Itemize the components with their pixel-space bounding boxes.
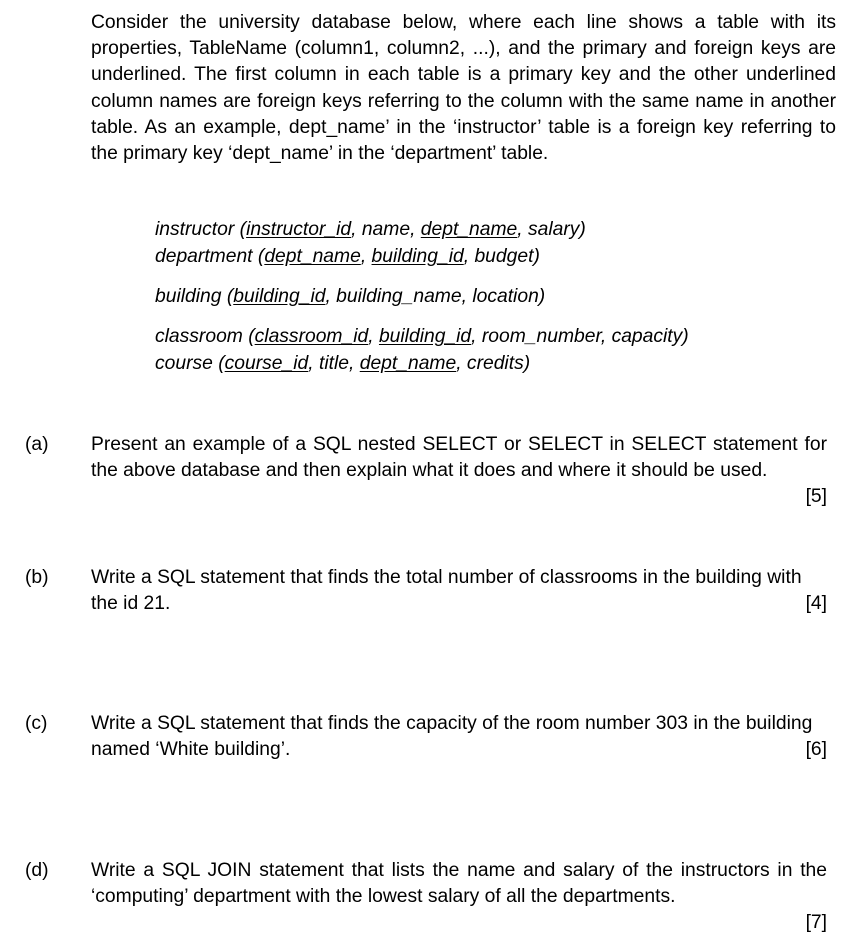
- schema-course: course (course_id, title, dept_name, credits): [155, 352, 531, 374]
- question-marks: [4]: [805, 593, 827, 614]
- question-marks: [6]: [805, 739, 827, 760]
- question-label: (d): [25, 860, 49, 881]
- schema-block-1: [155, 217, 795, 270]
- question-text: Write a SQL statement that finds the capacity of the room number 303 in the building named ‘White building’.: [91, 713, 813, 761]
- question-label: (a): [25, 434, 49, 455]
- intro-paragraph: [91, 10, 836, 167]
- question-text: Write a SQL JOIN statement that lists the name and salary of the instructors in the ‘computing’ department with the lowest salary of all the departments.: [91, 860, 827, 908]
- schema-instructor: instructor (instructor_id, name, dept_name, salary): [155, 219, 586, 240]
- question-d: [0, 858, 848, 938]
- schema-building: building (building_id, building_name, location): [155, 286, 546, 307]
- schema-classroom: classroom (classroom_id, building_id, room_number, capacity): [155, 326, 689, 347]
- question-a: [0, 432, 848, 512]
- question-c: [0, 711, 848, 765]
- question-text: Write a SQL statement that finds the total number of classrooms in the building with the id 21.: [91, 567, 802, 615]
- question-marks: [7]: [805, 912, 827, 933]
- question-label: (c): [25, 713, 48, 734]
- question-label: (b): [25, 567, 49, 588]
- schema-block-2: [155, 284, 795, 311]
- question-marks: [5]: [805, 486, 827, 507]
- question-b: [0, 565, 848, 619]
- schema-block-3: [155, 324, 795, 377]
- question-text: Present an example of a SQL nested SELECT or SELECT in SELECT statement for the above database and then explain what it does and where it should be used.: [91, 434, 827, 482]
- intro-text: Consider the university database below, where each line shows a table with its properties, TableName (column1, column2, ...), and the primary and foreign keys are underlined. The first column in each table is a primary key and the other underlined column names are foreign keys referring to the column with the same name in another table. As an example, dept_name’ in the ‘instructor’ table is a foreign key referring to the primary key ‘dept_name’ in the ‘department’ table.: [91, 12, 836, 165]
- schema-department: department (dept_name, building_id, budget): [155, 245, 540, 267]
